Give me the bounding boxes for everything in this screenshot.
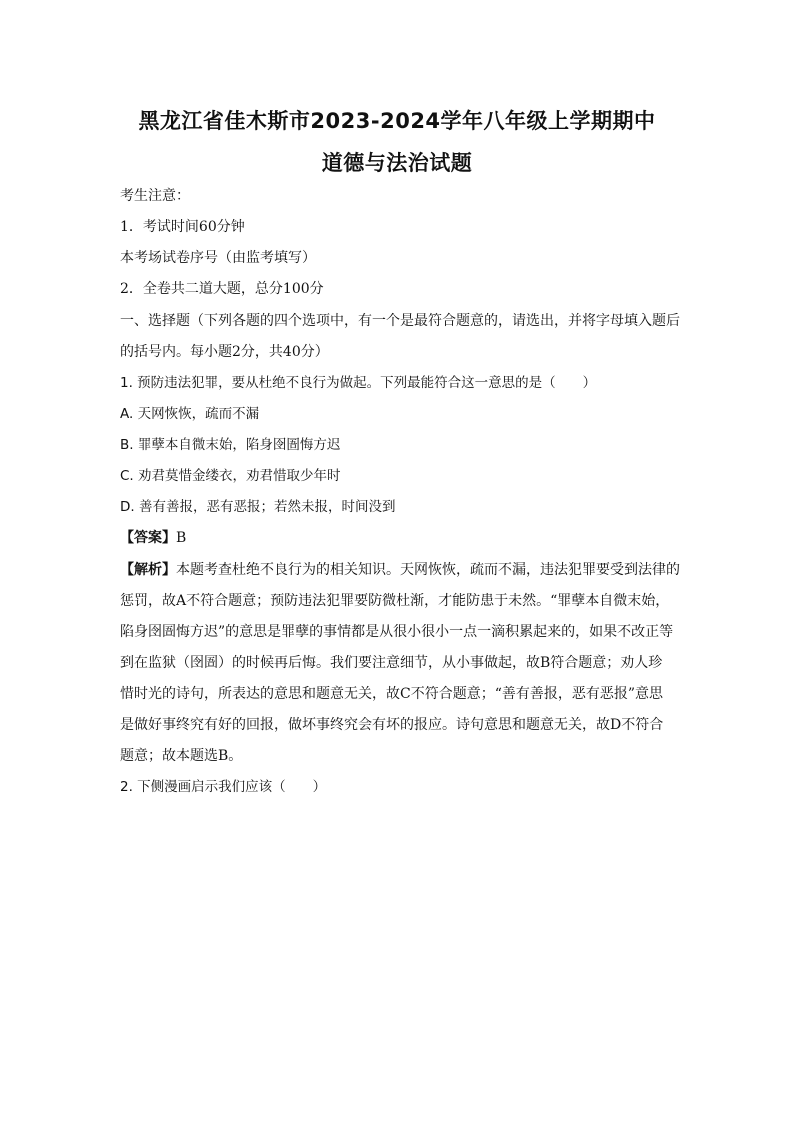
analysis-line-6: 是做好事终究有好的回报，做坏事终究会有坏的报应。诗句意思和题意无关，故D不符合 (120, 717, 664, 733)
notice-seat-number: 本考场试卷序号（由监考填写） (120, 250, 316, 266)
question-1-option-b: B. 罪孽本自微末始，陷身囹圄悔方迟 (120, 437, 341, 453)
question-1-answer (120, 528, 680, 548)
analysis-text-1: 本题考查杜绝不良行为的相关知识。天网恢恢，疏而不漏，违法犯罪要受到法律的 (176, 562, 680, 578)
question-1-option-c: C. 劝君莫惜金缕衣，劝君惜取少年时 (120, 468, 341, 484)
analysis-line-3: 陷身囹圄悔方迟”的意思是罪孽的事情都是从很小很小一点一滴积累起来的，如果不改正等 (120, 624, 674, 640)
exam-title: 黑龙江省佳木斯市2023-2024学年八年级上学期期中 (138, 109, 656, 133)
exam-subtitle: 道德与法治试题 (321, 151, 473, 175)
analysis-line-5: 惜时光的诗句，所表达的意思和题意无关，故C不符合题意；“善有善报，恶有恶报”意思 (120, 686, 664, 702)
section-instruction-line-2: 的括号内。每小题2分，共40分） (120, 344, 329, 360)
analysis-line-1 (120, 560, 680, 580)
question-1-stem: 1. 预防违法犯罪，要从杜绝不良行为做起。下列最能符合这一意思的是（ ） (120, 375, 597, 391)
notice-item-time: 1．考试时间60分钟 (120, 219, 245, 235)
answer-tag: 【答案】 (120, 530, 176, 546)
notice-heading: 考生注意： (120, 188, 190, 204)
section-instruction-line-1: 一、选择题（下列各题的四个选项中，有一个是最符合题意的，请选出，并将字母填入题后 (120, 313, 680, 329)
answer-value: B (176, 530, 187, 546)
question-1-option-a: A. 天网恢恢，疏而不漏 (120, 406, 260, 422)
notice-item-total: 2．全卷共二道大题，总分100分 (120, 281, 324, 297)
analysis-line-2: 惩罚，故A不符合题意；预防违法犯罪要防微杜渐，才能防患于未然。“罪孽本自微末始， (120, 593, 670, 609)
analysis-tag: 【解析】 (120, 562, 176, 578)
question-1-option-d: D. 善有善报，恶有恶报；若然未报，时间没到 (120, 499, 396, 515)
analysis-line-4: 到在监狱（囹圄）的时候再后悔。我们要注意细节，从小事做起，故B符合题意；劝人珍 (120, 655, 663, 671)
analysis-line-7: 题意；故本题选B。 (120, 748, 243, 764)
question-2-stem: 2. 下侧漫画启示我们应该（ ） (120, 779, 327, 795)
